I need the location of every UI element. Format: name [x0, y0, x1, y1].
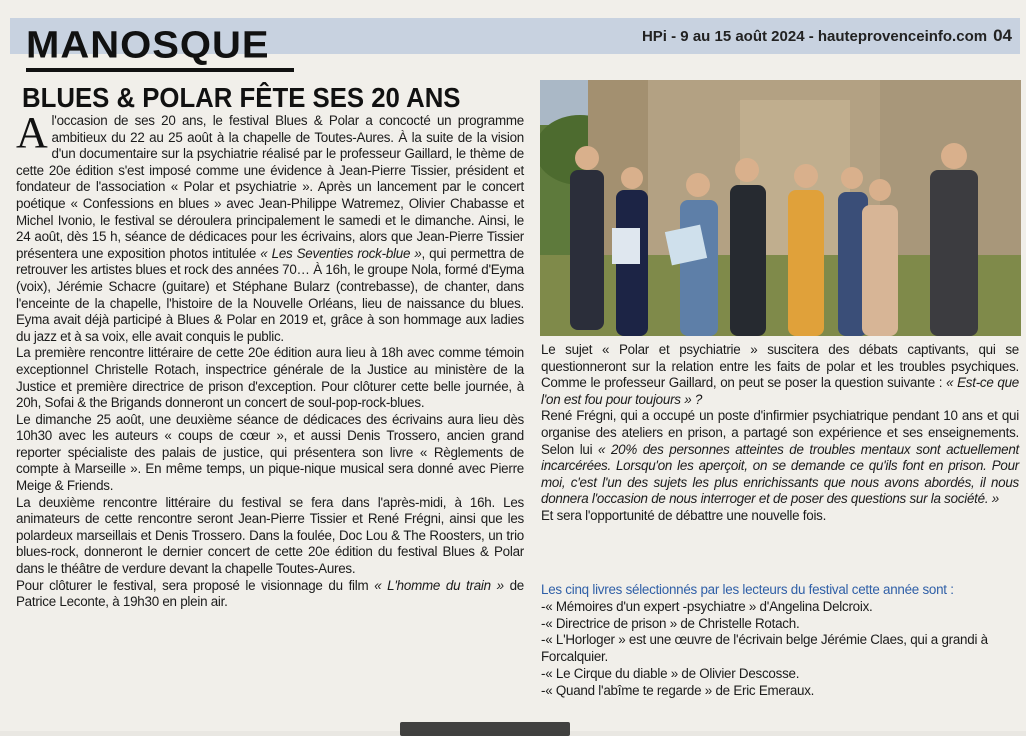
- right-paragraph-3: Et sera l'opportunité de débattre une nouvelle fois.: [541, 507, 827, 523]
- article-paragraph-2: La première rencontre littéraire de cette 20e édition aura lieu à 18h avec comme témoin exceptionnel Christelle Rotach, inspectrice générale de la Justice au ministère de la Justice et première directrice de prison d'exception. Pour clôturer cette belle journée, à 20h, Sofai & the Brigands donneront un concert de soul-pop-rock-blues.: [16, 345, 524, 411]
- intro-text: l'occasion de ses 20 ans, le festival Blues & Polar a concocté un programme ambitieux du 22 au 25 août à la chapelle de Toutes-Aures. À la suite de la vision d'un documentaire sur la psychiatrie réalisé par le professeur Gaillard, le thème de cette 20e édition s'est imposé comme une évidence à Jean-Pierre Tissier, président et fondateur de l'association « Polar et psychiatrie ». Après un lancement par le concert poétique « Confessions en blues » avec Jean-Philippe Watremez, Olivier Chabasse et Michel Ivonio, le festival se déroulera principalement le samedi et le dimanche. Ainsi, le 24 août, dès 15 h, séance de dédicaces pour les écrivains, alors que Jean-Pierre Tissier présentera une exposition photos intitulée: [16, 113, 524, 261]
- section-underline: [26, 68, 294, 72]
- right-paragraph-1-text: Le sujet « Polar et psychiatrie » suscitera des débats captivants, qui se questionneront sur la relation entre les faits de polar et les troubles psychiques. Comme le professeur Gaillard, on peut se poser la question suivante :: [541, 342, 1019, 391]
- article-right-column: [541, 342, 1019, 525]
- dropcap: A: [16, 108, 48, 157]
- book-item: -« Quand l'abîme te regarde » de Eric Emeraux.: [541, 682, 815, 698]
- film-tail: de Patrice Leconte, à 19h30 en plein air.: [16, 577, 525, 610]
- article-paragraph-3: Le dimanche 25 août, une deuxième séance de dédicaces des écrivains aura lieu dès 10h30 avec les auteurs « coups de cœur », et aussi Denis Trossero, ancien grand reporter spécialiste des palais de justice, qui présentera son livre « Règlements de compte à Marseille ». En même temps, un pique-nique musical sera donné avec Pierre Meige & Friends.: [16, 411, 524, 494]
- masthead: [642, 26, 1012, 46]
- expo-tail: , qui permettra de retrouver les artistes blues et rock des années 70… À 16h, le groupe Nola, formé d'Eyma (voix), Jérémie Schacre (guitare) et Stéphane Bularz (contrebasse), de chanter, dans l'enceinte de la chapelle, l'histoire de la Nouvelle Orléans, lieu de naissance du blues. Eyma avait déjà participé à Blues & Polar en 2019 et, grâce à son hommage aux ladies du jazz et à sa voix, elle avait conquis le public.: [16, 245, 524, 344]
- book-item: -« Directrice de prison » de Christelle Rotach.: [541, 615, 800, 631]
- books-title: Les cinq livres sélectionnés par les lecteurs du festival cette année sont :: [541, 582, 954, 597]
- article-headline: BLUES & POLAR FÊTE SES 20 ANS: [22, 82, 461, 113]
- book-item: -« Le Cirque du diable » de Olivier Descosse.: [541, 665, 800, 681]
- right-paragraph-1: [541, 342, 1019, 408]
- book-item: -« Mémoires d'un expert -psychiatre » d'Angelina Delcroix.: [541, 598, 873, 614]
- page-number: 04: [993, 26, 1012, 45]
- section-title: MANOSQUE: [26, 24, 270, 66]
- book-item: -« L'Horloger » est une œuvre de l'écrivain belge Jérémie Claes, qui a grandi à Forcalquier.: [541, 632, 988, 665]
- article-paragraph-5: [16, 578, 524, 611]
- right-paragraph-2-text: René Frégni, qui a occupé un poste d'infirmier psychiatrique pendant 10 ans et qui organise des ateliers en prison, a partagé son expérience et ses enseignements. Selon lui: [541, 408, 1019, 457]
- article-paragraph-1: [16, 108, 524, 345]
- right-quote-2: « 20% des personnes atteintes de troubles mentaux sont actuellement incarcérées. Lorsqu'on les aperçoit, on se demande ce qu'ils font en prison. Pour moi, c'est l'un des sujets les plus enrichissants que nous avons abordés, il nous donnera l'occasion de nous interroger et de poser des questions sur la société. »: [541, 441, 1019, 507]
- right-paragraph-2: [541, 408, 1019, 508]
- right-quote-1: « Est-ce que l'on est fou pour toujours » ?: [541, 375, 1019, 407]
- group-photo-illustration: [540, 80, 1021, 336]
- article-left-column: [16, 108, 525, 611]
- masthead-text: HPi - 9 au 15 août 2024 - hauteprovenceinfo.com: [641, 28, 988, 45]
- selected-books: [541, 582, 1021, 700]
- film-title: « L'homme du train »: [374, 577, 504, 593]
- film-intro: Pour clôturer le festival, sera proposé le visionnage du film: [16, 577, 369, 593]
- books-list: [541, 599, 1021, 700]
- article-paragraph-4: La deuxième rencontre littéraire du festival se fera dans l'après-midi, à 16h. Les animateurs de cette rencontre seront Jean-Pierre Tissier et René Frégni, ainsi que les polardeux marseillais et Denis Trossero. Dans la foulée, Doc Lou & The Roosters, un trio blues-rock, donneront le dernier concert de cette 20e édition du festival Blues & Polar dans le théâtre de verdure devant la chapelle Toutes-Aures.: [16, 494, 524, 577]
- next-article-heading-fragment: [400, 722, 570, 736]
- expo-title: « Les Seventies rock-blue »: [260, 245, 422, 261]
- group-photo: [540, 80, 1021, 336]
